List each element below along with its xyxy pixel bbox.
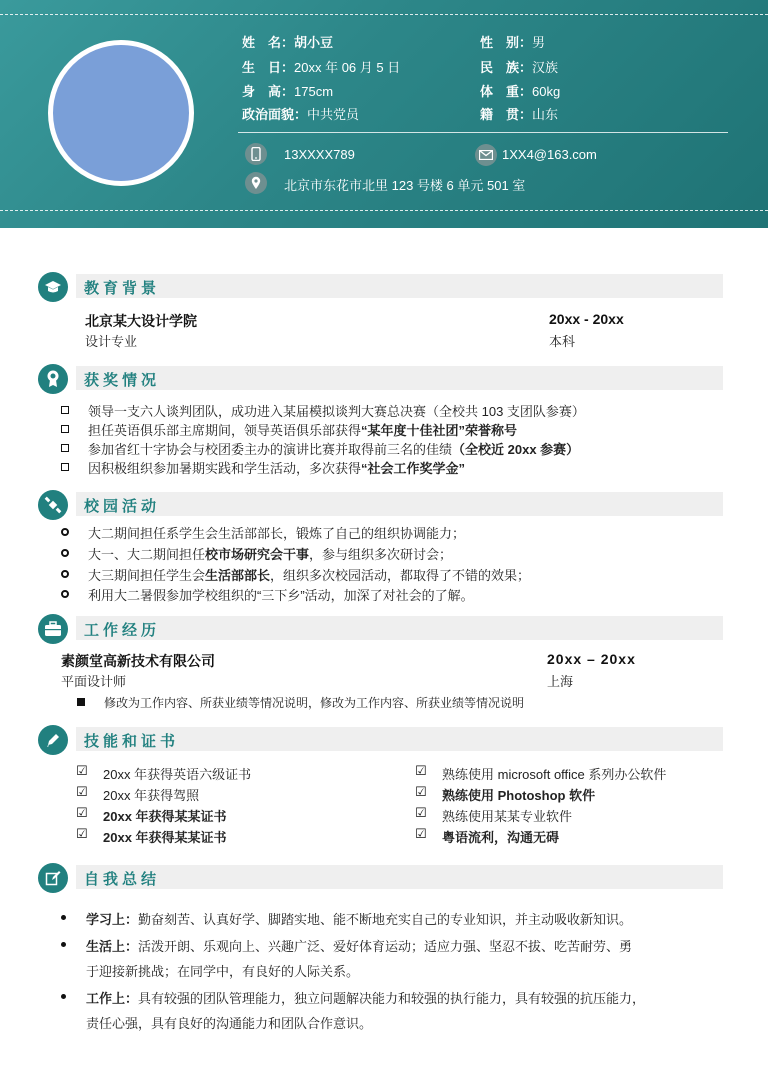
skill-right: 熟练使用 Photoshop 软件 (442, 788, 596, 803)
education-period: 20xx - 20xx (549, 311, 624, 327)
skill-left: 20xx 年获得英语六级证书 (103, 767, 252, 782)
name-label: 姓 名： (242, 35, 295, 50)
phone-number[interactable]: 13XXXX789 (284, 147, 355, 162)
summary-life-cont: 于迎接新挑战；在同学中，有良好的人际关系。 (86, 964, 360, 979)
summary-life: 生活上：活泼开朗、乐观向上、兴趣广泛、爱好体育运动；适应力强、坚忍不拔、吃苦耐劳、勇 (86, 939, 633, 954)
campus-item: 大一、大二期间担任校市场研究会干事，参与组织多次研讨会； (88, 547, 453, 562)
summary-work-cont: 责任心强，具有良好的沟通能力和团队合作意识。 (86, 1016, 373, 1031)
politics-value: 中共党员 (307, 107, 360, 122)
header-dash-bottom (0, 210, 768, 211)
education-title: 教育背景 (84, 280, 161, 297)
education-header (76, 274, 723, 298)
birth-label: 生 日： (242, 60, 295, 75)
awards-header (76, 366, 723, 390)
gender-label: 性 别： (480, 35, 533, 50)
email-icon (475, 144, 497, 166)
skills-header (76, 727, 723, 751)
skill-right: 熟练使用 microsoft office 系列办公软件 (442, 767, 667, 782)
campus-header (76, 492, 723, 516)
phone-icon (245, 143, 267, 165)
skill-left: 20xx 年获得某某证书 (103, 830, 227, 845)
campus-item: 大三期间担任学生会生活部部长，组织多次校园活动，都取得了不错的效果； (88, 568, 531, 583)
bullet-square (61, 425, 69, 433)
award-item: 领导一支六人谈判团队，成功进入某届模拟谈判大赛总决赛（全校共 103 支团队参赛） (88, 404, 585, 419)
award-item: 担任英语俱乐部主席期间，领导英语俱乐部获得“某年度十佳社团”荣誉称号 (88, 423, 518, 438)
checkbox-icon: ☑ (415, 805, 427, 820)
checkbox-icon: ☑ (415, 763, 427, 778)
weight-label: 体 重： (480, 84, 533, 99)
bullet-square (61, 444, 69, 452)
work-description: 修改为工作内容、所获业绩等情况说明，修改为工作内容、所获业绩等情况说明 (104, 696, 525, 710)
company-name: 素颜堂高新技术有限公司 (61, 653, 215, 669)
work-location: 上海 (547, 674, 574, 689)
height-label: 身 高： (242, 84, 295, 99)
school-name: 北京某大设计学院 (85, 313, 197, 329)
checkbox-icon: ☑ (76, 784, 88, 799)
ethnic-value: 汉族 (532, 60, 559, 75)
weight-value: 60kg (532, 84, 561, 99)
award-item: 参加省红十字协会与校团委主办的演讲比赛并取得前三名的佳绩（全校近 20xx 参赛） (88, 442, 580, 457)
bullet-ring (61, 528, 69, 536)
summary-title: 自我总结 (84, 871, 161, 888)
award-icon (38, 364, 68, 394)
info-birth (242, 57, 400, 76)
bullet-ring (61, 549, 69, 557)
origin-value: 山东 (532, 107, 559, 122)
bullet-square (61, 463, 69, 471)
bullet-square (61, 406, 69, 414)
checkbox-icon: ☑ (76, 805, 88, 820)
address: 北京市东花市北里 123 号楼 6 单元 501 室 (284, 178, 526, 193)
awards-title: 获奖情况 (84, 372, 161, 389)
work-header (76, 616, 723, 640)
name-value: 胡小豆 (294, 35, 334, 50)
header-divider (238, 132, 728, 133)
edit-icon (38, 863, 68, 893)
briefcase-icon (38, 614, 68, 644)
summary-study: 学习上：勤奋刻苦、认真好学、脚踏实地、能不断地充实自己的专业知识，并主动吸收新知识。 (86, 912, 633, 927)
checkbox-icon: ☑ (76, 826, 88, 841)
work-position: 平面设计师 (61, 674, 127, 689)
info-gender (480, 32, 545, 51)
skill-right: 熟练使用某某专业软件 (442, 809, 573, 824)
bullet-ring (61, 590, 69, 598)
skill-right: 粤语流利，沟通无碍 (442, 830, 560, 845)
info-ethnic (480, 57, 558, 76)
info-height (242, 81, 333, 100)
bullet-ring (61, 570, 69, 578)
bullet-dot (61, 915, 66, 920)
location-icon (245, 172, 267, 194)
ethnic-label: 民 族： (480, 60, 533, 75)
bullet-dot (61, 942, 66, 947)
campus-item: 利用大二暑假参加学校组织的“三下乡”活动，加深了对社会的了解。 (88, 588, 474, 603)
info-name (242, 32, 333, 51)
info-politics (242, 104, 359, 123)
checkbox-icon: ☑ (76, 763, 88, 778)
work-period: 20xx – 20xx (547, 651, 636, 667)
award-item: 因积极组织参加暑期实践和学生活动，多次获得“社会工作奖学金” (88, 461, 466, 476)
height-value: 175cm (294, 84, 334, 99)
header-banner (0, 0, 768, 228)
skill-left: 20xx 年获得驾照 (103, 788, 200, 803)
politics-label: 政治面貌： (242, 107, 308, 122)
bullet-square (77, 698, 85, 706)
summary-work: 工作上：具有较强的团队管理能力，独立问题解决能力和较强的执行能力，具有较强的抗压能力， (86, 991, 646, 1006)
profile-photo (48, 40, 194, 186)
checkbox-icon: ☑ (415, 826, 427, 841)
gender-value: 男 (532, 35, 546, 50)
major: 设计专业 (85, 334, 138, 349)
work-title: 工作经历 (84, 622, 161, 639)
summary-header (76, 865, 723, 889)
info-origin (480, 104, 558, 123)
degree: 本科 (549, 334, 576, 349)
skill-left: 20xx 年获得某某证书 (103, 809, 227, 824)
campus-title: 校园活动 (84, 498, 161, 515)
campus-item: 大二期间担任系学生会生活部部长，锻炼了自己的组织协调能力； (88, 526, 466, 541)
birth-value: 20xx 年 06 月 5 日 (294, 60, 401, 75)
satellite-icon (38, 490, 68, 520)
bullet-dot (61, 994, 66, 999)
header-dash-top (0, 14, 768, 15)
skills-title: 技能和证书 (84, 733, 180, 750)
origin-label: 籍 贯： (480, 107, 533, 122)
email-address[interactable]: 1XX4@163.com (502, 147, 597, 162)
graduation-cap-icon (38, 272, 68, 302)
info-weight (480, 81, 560, 100)
checkbox-icon: ☑ (415, 784, 427, 799)
pen-icon (38, 725, 68, 755)
